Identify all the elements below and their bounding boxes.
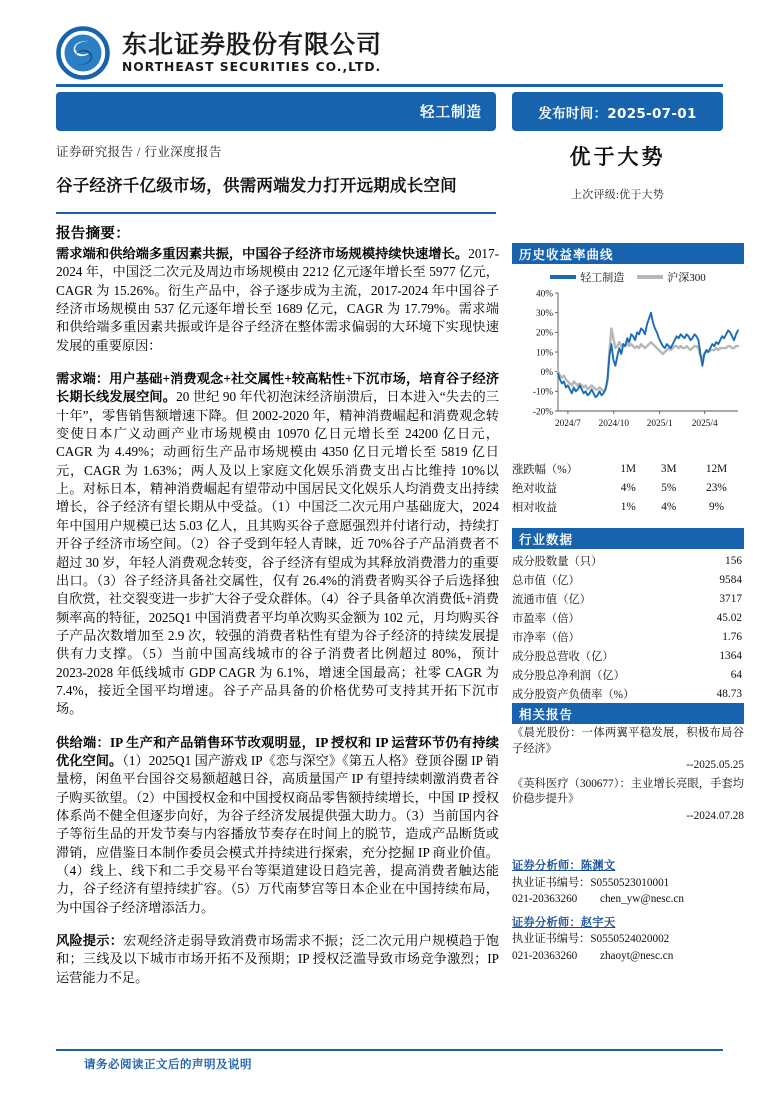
list-item[interactable] [512, 777, 744, 825]
chart-canvas [512, 287, 744, 447]
masthead [56, 22, 723, 84]
table-row [512, 551, 744, 570]
returns-cell: 23% [706, 481, 727, 494]
legend-swatch-icon [550, 275, 576, 278]
paragraph-lead: 需求端和供给端多重因素共振，中国谷子经济市场规模持续快速增长。 [56, 246, 469, 261]
industry-metric-value: 64 [730, 669, 742, 682]
returns-cell: 4% [661, 500, 677, 513]
table-row [512, 497, 744, 516]
industry-metric-value: 3717 [719, 592, 742, 605]
list-item[interactable] [512, 726, 744, 774]
risk-paragraph [56, 932, 499, 987]
returns-header-label: 涨跌幅（%） [512, 463, 578, 476]
summary-paragraph [56, 370, 499, 719]
table-row [512, 459, 744, 478]
industry-metric-label: 成分股总营收（亿） [512, 651, 614, 664]
legend-item-primary [550, 269, 624, 285]
industry-panel-title: 行业数据 [512, 528, 744, 549]
table-row [512, 666, 744, 685]
northeast-securities-logo-icon [56, 26, 110, 80]
table-row [512, 646, 744, 665]
industry-metric-value: 45.02 [716, 611, 742, 624]
returns-header-12m: 12M [705, 462, 728, 475]
paragraph-text: （1）2025Q1 国产游戏 IP《恋与深空》《第五人格》登顶谷圈 IP 销量榜，闲鱼平台国谷交易额超越日谷，高质量国产 IP 有望持续刺激消费者谷子购买欲望。（2）中国授权金和中国授权商品零售额持续增长，中国 IP 授权体系尚不健全但逐步向好，为谷子经济发展提供强大助力。（3）当前国内谷子等衍生品的开发节奏与内容播放节奏存在时间上的脱节，造成产品断货或滞销，应借鉴日本制作委员会模式并持续进行探索，充分挖掘 IP 商业价值。（4）线上、线下和二手交易平台等渠道建设日趋完善，提高消费者触达能力，谷子经济有望持续扩容。（5）万代南梦宫等日本企业在中国持续布局，为中国谷子经济增添活力。 [56, 752, 499, 915]
table-row [512, 478, 744, 497]
industry-metric-label: 市盈率（倍） [512, 612, 580, 625]
summary-paragraph [56, 245, 499, 355]
returns-header-3m: 3M [660, 462, 677, 475]
table-row [512, 685, 744, 704]
report-date: --2024.07.28 [686, 809, 744, 822]
legend-item-benchmark [637, 269, 706, 285]
svg-text:10%: 10% [535, 348, 553, 359]
paragraph-lead: 供给端：IP 生产和产品销售环节改观明显，IP 授权和 IP 运营环节仍有持续优化空间。 [56, 734, 499, 768]
industry-banner: 轻工制造 [56, 92, 496, 131]
svg-text:30%: 30% [535, 309, 553, 320]
footer-notice: 请务必阅读正文后的声明及说明 [84, 1059, 252, 1071]
industry-metric-label: 成分股数量（只） [512, 555, 603, 568]
returns-table [512, 459, 744, 517]
previous-rating: 上次评级:优于大势 [571, 189, 664, 201]
industry-metric-value: 156 [725, 554, 742, 567]
paragraph-text: 20 世纪 90 年代初泡沫经济崩溃后，日本进入“失去的三十年”，零售销售额增速下降。但 2002-2020 年，精神消费崛起和消费观念转变使日本广义动画产业市场规模由 10970 亿日元增长至 24200 亿日元，CAGR 为 4.49%；动画衍生产品市场规模由 4350 亿日元增长至 5819 亿日元，CAGR 为 1.63%；两人及以上家庭文化娱乐消费支出占比维持 10%以上。对标日本，精神消费崛起有望带动中国居民文化娱乐人均消费支出持续增长，谷子经济有望长期从中受益。（1）中国泛二次元用户基础庞大，2024 年中国用户规模已达 5.03 亿人，且其购买谷子意愿强烈并付诸行动，持续打开谷子经济市场空间。（2）谷子受到年轻人青睐，近 70%谷子产品消费者不超过 30 岁，年轻人消费观念转变，谷子经济有望成为其释放消费潜力的重要出口。（3）谷子经济具备社交属性，仅有 26.4%的消费者购买谷子后选择独自欣赏，社交裂变进一步扩大谷子受众群体。（4）谷子具备单次消费低+消费频率高的特征，2025Q1 中国消费者平均单次购买金额为 102 元，月均购买谷子产品次数增加至 2.9 次，较强的消费者粘性有望为谷子经济的持续发展提供有力支撑。（5）当前中国高线城市的谷子消费者比例超过 80%，预计 2023-2028 年低线城市 GDP CAGR 为 6.1%，增速全国最高；社零 CAGR 为 7.4%，接近全国平均增速。谷子产品具备的价格优势可支持其开拓下沉市场。 [56, 389, 499, 717]
logo-wordmark [122, 31, 382, 74]
svg-text:0%: 0% [540, 368, 553, 379]
analyst-license: 执业证书编号：S0550524020002 [512, 933, 670, 945]
page-title: 谷子经济千亿级市场，供需两端发力打开远期成长空间 [56, 176, 457, 195]
svg-text:-20%: -20% [532, 407, 553, 418]
svg-text:40%: 40% [535, 289, 553, 300]
report-title[interactable]: 《英科医疗（300677）：主业增长亮眼，手套均价稳步提升》 [512, 777, 744, 805]
chart-legend [512, 268, 744, 286]
industry-metric-value: 1364 [719, 650, 742, 663]
industry-metric-value: 48.73 [716, 688, 742, 701]
industry-metric-value: 9584 [719, 573, 742, 586]
svg-text:20%: 20% [535, 328, 553, 339]
analyst-email[interactable]: zhaoyt@nesc.cn [600, 949, 674, 962]
svg-text:-10%: -10% [532, 387, 553, 398]
chart-panel-title: 历史收益率曲线 [512, 243, 744, 264]
historical-return-chart [512, 268, 744, 448]
analyst-contact-row [512, 891, 744, 908]
analyst-phone[interactable]: 021-20363260 [512, 893, 578, 905]
summary-heading: 报告摘要： [56, 226, 130, 242]
svg-text:2025/1: 2025/1 [646, 419, 673, 429]
analyst-info [512, 858, 744, 964]
analyst-license: 执业证书编号：S0550523010001 [512, 876, 670, 889]
publish-date-banner: 发布时间：2025-07-01 [512, 92, 723, 131]
analyst-name[interactable]: 证券分析师：陈渊文 [512, 860, 616, 872]
reports-panel-title: 相关报告 [512, 703, 744, 724]
paragraph-lead: 需求端：用户基础+消费观念+社交属性+较高粘性+下沉市场，培育谷子经济长期长线发展空间。 [56, 371, 499, 405]
table-row [512, 589, 744, 608]
rating-value: 优于大势 [569, 145, 666, 169]
returns-row-label: 相对收益 [512, 501, 558, 514]
company-name-cn: 东北证券股份有限公司 [122, 30, 383, 60]
returns-header-1m: 1M [620, 462, 637, 475]
summary-divider [56, 212, 496, 214]
report-title[interactable]: 《晨光股份：一体两翼平稳发展，积极布局谷子经济》 [512, 727, 744, 755]
legend-swatch-icon [637, 275, 663, 278]
svg-text:2024/10: 2024/10 [598, 419, 630, 429]
paragraph-text: 2017-2024 年，中国泛二次元及周边市场规模由 2212 亿元逐年增长至 5977 亿元，CAGR 为 15.26%。衍生产品中，谷子逐步成为主流，2017-2024 年中国谷子经济市场规模由 537 亿元逐年增长至 1689 亿元，CAGR 为 17.79%。需求端和供给端多重因素共振或许是谷子经济在整体需求偏弱的大环境下实现快速发展的重要原因： [56, 246, 499, 353]
paragraph-lead: 风险提示： [56, 933, 124, 949]
analyst-email[interactable]: chen_yw@nesc.cn [600, 893, 684, 905]
table-row [512, 570, 744, 589]
industry-metric-value: 1.76 [722, 630, 742, 643]
masthead-divider [56, 84, 723, 87]
returns-cell: 5% [661, 481, 677, 494]
analyst-contact-row [512, 948, 744, 965]
returns-cell: 4% [620, 481, 636, 494]
legend-label: 轻工制造 [580, 272, 625, 284]
summary-body [56, 222, 499, 987]
table-row [512, 608, 744, 627]
industry-metric-label: 成分股总净利润（亿） [512, 670, 625, 683]
company-name-en: NORTHEAST SECURITIES CO.,LTD. [122, 60, 382, 75]
returns-row-label: 绝对收益 [512, 482, 558, 495]
returns-cell: 1% [620, 500, 636, 513]
analyst-block [512, 915, 744, 965]
summary-paragraph [56, 734, 499, 917]
related-reports-list [512, 726, 744, 824]
report-kicker: 证券研究报告 / 行业深度报告 [56, 145, 222, 159]
returns-cell: 9% [708, 500, 725, 513]
analyst-phone[interactable]: 021-20363260 [512, 949, 578, 962]
industry-metric-label: 总市值（亿） [512, 574, 580, 587]
analyst-name[interactable]: 证券分析师：赵宇天 [512, 916, 616, 929]
svg-text:2025/4: 2025/4 [691, 419, 718, 429]
industry-metric-label: 成分股资产负债率（%） [512, 689, 635, 702]
industry-metric-label: 市净率（倍） [512, 631, 580, 644]
legend-label: 沪深300 [667, 272, 706, 284]
table-row [512, 627, 744, 646]
footer-divider [56, 1049, 723, 1051]
svg-text:2024/7: 2024/7 [554, 419, 581, 429]
analyst-block [512, 858, 744, 908]
industry-metric-label: 流通市值（亿） [512, 593, 592, 606]
paragraph-text: 宏观经济走弱导致消费市场需求不振；泛二次元用户规模趋于饱和；三线及以下城市市场开拓不及预期；IP 授权泛滥导致市场竞争激烈；IP 运营能力不足。 [56, 933, 500, 985]
report-date: --2025.05.25 [686, 759, 744, 771]
industry-data-table [512, 551, 744, 704]
